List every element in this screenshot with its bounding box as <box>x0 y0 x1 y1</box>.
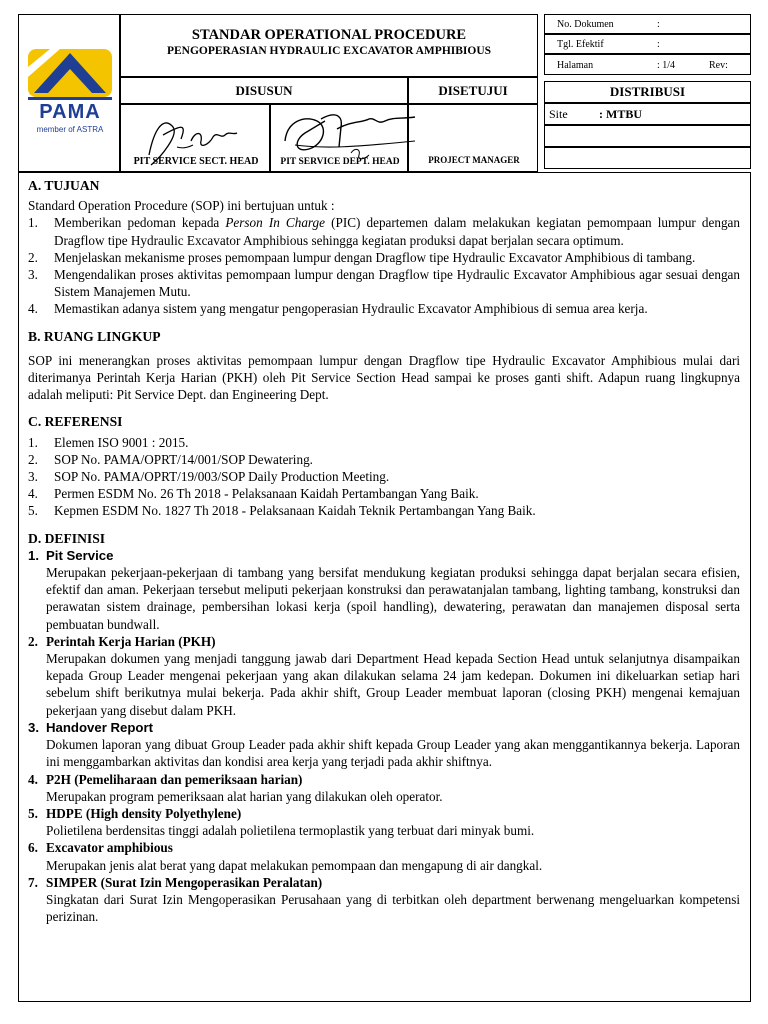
definition-term: 2. Perintah Kerja Harian (PKH) <box>28 633 216 649</box>
section-a-list <box>28 214 740 317</box>
definition-term: 6. Excavator amphibious <box>28 840 173 856</box>
list-item: 2. Menjelaskan mekanisme proses pemompaan lumpur dengan Dragflow tipe Hydraulic Excavator Amphibious di tambang. <box>28 249 696 265</box>
section-b-title: B. RUANG LINGKUP <box>28 328 161 344</box>
doc-meta-row-2: Tgl. Efektif : <box>544 34 751 54</box>
definition-text: Merupakan jenis alat berat yang dapat melakukan pemompaan dan mengapung di air dangkal. <box>46 857 543 873</box>
content-box <box>18 172 751 1002</box>
distribusi-site-row: Site : MTBU <box>544 103 751 125</box>
signature-cell-2 <box>270 104 408 172</box>
logo-name: PAMA <box>39 101 101 123</box>
section-a-title: A. TUJUAN <box>28 178 100 193</box>
list-item: 2. SOP No. PAMA/OPRT/14/001/SOP Dewatering. <box>28 451 313 467</box>
section-b-text: SOP ini menerangkan proses aktivitas pemompaan lumpur dengan Dragflow tipe Hydraulic Excavator Amphibious mulai dari diterimanya Perintah Kerja Harian (PKH) oleh Pit Service Section Head sampai ke proses ganti shift. Adapun ruang lingkupnya adalah meliputi: Pit Service Dept. dan Engineering Dept. <box>28 352 740 403</box>
section-d-title: D. DEFINISI <box>28 530 106 546</box>
title-box <box>120 14 538 77</box>
section-c-list <box>28 434 740 520</box>
distribusi-row-2 <box>544 125 751 147</box>
section-c-title: C. REFERENSI <box>28 414 123 430</box>
distribusi-header: DISTRIBUSI <box>544 81 751 103</box>
role-pit-service-sect-head: PIT SERVICE SECT. HEAD <box>133 156 259 167</box>
definition-text: Polietilena berdensitas tinggi adalah polietilena termoplastik yang terbuat dari minyak bumi. <box>46 823 535 839</box>
section-a-intro: Standard Operation Procedure (SOP) ini bertujuan untuk : <box>28 198 335 214</box>
sop-title: STANDAR OPERATIONAL PROCEDURE <box>191 27 467 43</box>
definition-term: 7. SIMPER (Surat Izin Mengoperasikan Peralatan) <box>28 874 323 890</box>
definition-term: 1. Pit Service <box>28 547 114 563</box>
disetujui-header: DISETUJUI <box>408 77 538 104</box>
doc-meta-row-3: Halaman : 1/4 Rev: <box>544 54 751 75</box>
list-item: 3. Mengendalikan proses aktivitas pemompaan lumpur dengan Dragflow tipe Hydraulic Excavator Amphibious agar sesuai dengan Sistem Manajemen Mutu. <box>28 267 740 300</box>
list-item: 3. SOP No. PAMA/OPRT/19/003/SOP Daily Production Meeting. <box>28 469 390 485</box>
list-item: 1. Memberikan pedoman kepada Person In Charge (PIC) departemen dalam melakukan kegiatan pemompaan lumpur dengan Dragflow tipe Hydraulic Excavator Amphibious sehingga kegiatan produksi dapat berjalan secara optimum. <box>28 215 741 248</box>
disusun-header: DISUSUN <box>120 77 408 104</box>
definition-text: Dokumen laporan yang dibuat Group Leader pada akhir shift kepada Group Leader yang akan menggantikannya bekerja. Laporan ini menggambarkan aktivitas dan kondisi area kerja yang terjadi pada akhir shiftnya. <box>46 737 740 770</box>
content <box>28 177 740 925</box>
definition-text: Merupakan pekerjaan-pekerjaan di tambang yang bersifat mendukung kegiatan produksi sehingga dapat berjalan secara efisien, efektif dan aman. Pekerjaan tersebut meliputi pekerjaan konstruksi dan perawatanjalan tambang, lighting tambang, konstruksi dan perawatan sistem drainage, pembersihan lokasi kerja (spoil handling), dewatering, perawatan dan manajemen disposal serta pembuatan bundwall. <box>46 565 740 632</box>
signature-cell-1 <box>120 104 270 172</box>
logo-box <box>18 14 120 172</box>
definition-term: 5. HDPE (High density Polyethylene) <box>28 805 242 821</box>
list-item: 1. Elemen ISO 9001 : 2015. <box>28 434 189 450</box>
sop-subtitle: PENGOPERASIAN HYDRAULIC EXCAVATOR AMPHIBIOUS <box>166 45 492 57</box>
logo-subtitle: member of ASTRA <box>36 125 104 134</box>
role-project-manager: PROJECT MANAGER <box>428 155 520 165</box>
distribusi-row-3 <box>544 147 751 169</box>
list-item: 4. Permen ESDM No. 26 Th 2018 - Pelaksanaan Kaidah Pertambangan Yang Baik. <box>28 486 479 502</box>
doc-meta-row-1: No. Dokumen : <box>544 14 751 34</box>
list-item: 5. Kepmen ESDM No. 1827 Th 2018 - Pelaksanaan Kaidah Teknik Pertambangan Yang Baik. <box>28 503 536 519</box>
definition-text: Merupakan program pemeriksaan alat harian yang dilakukan oleh operator. <box>46 788 443 804</box>
definition-term: 3. Handover Report <box>28 719 153 735</box>
list-item: 4. Memastikan adanya sistem yang mengatur pengoperasian Hydraulic Excavator Amphibious di semua area kerja. <box>28 301 648 317</box>
definition-text: Singkatan dari Surat Izin Mengoperasikan Perusahaan yang di terbitkan oleh department berwenang mengeluarkan kompetensi perizinan. <box>46 891 740 925</box>
definition-term: 4. P2H (Pemeliharaan dan pemeriksaan harian) <box>28 771 303 787</box>
signature-cell-3 <box>408 104 538 172</box>
role-pit-service-dept-head: PIT SERVICE DEPT. HEAD <box>280 157 400 167</box>
definition-text: Merupakan dokumen yang menjadi tanggung jawab dari Department Head kepada Section Head untuk selanjutnya disampaikan kepada Group Leader mengenai pekerjaan yang akan dilakukan selama 24 jam kedepan. Dokumen ini dikeluarkan setiap hari sebelum shift berikutnya mulai bekerja. Pada akhir shift, Group Leader membuat laporan (closing PKH) mengenai kemajuan pekerjaan yang disebut dalam PKH. <box>46 651 740 718</box>
